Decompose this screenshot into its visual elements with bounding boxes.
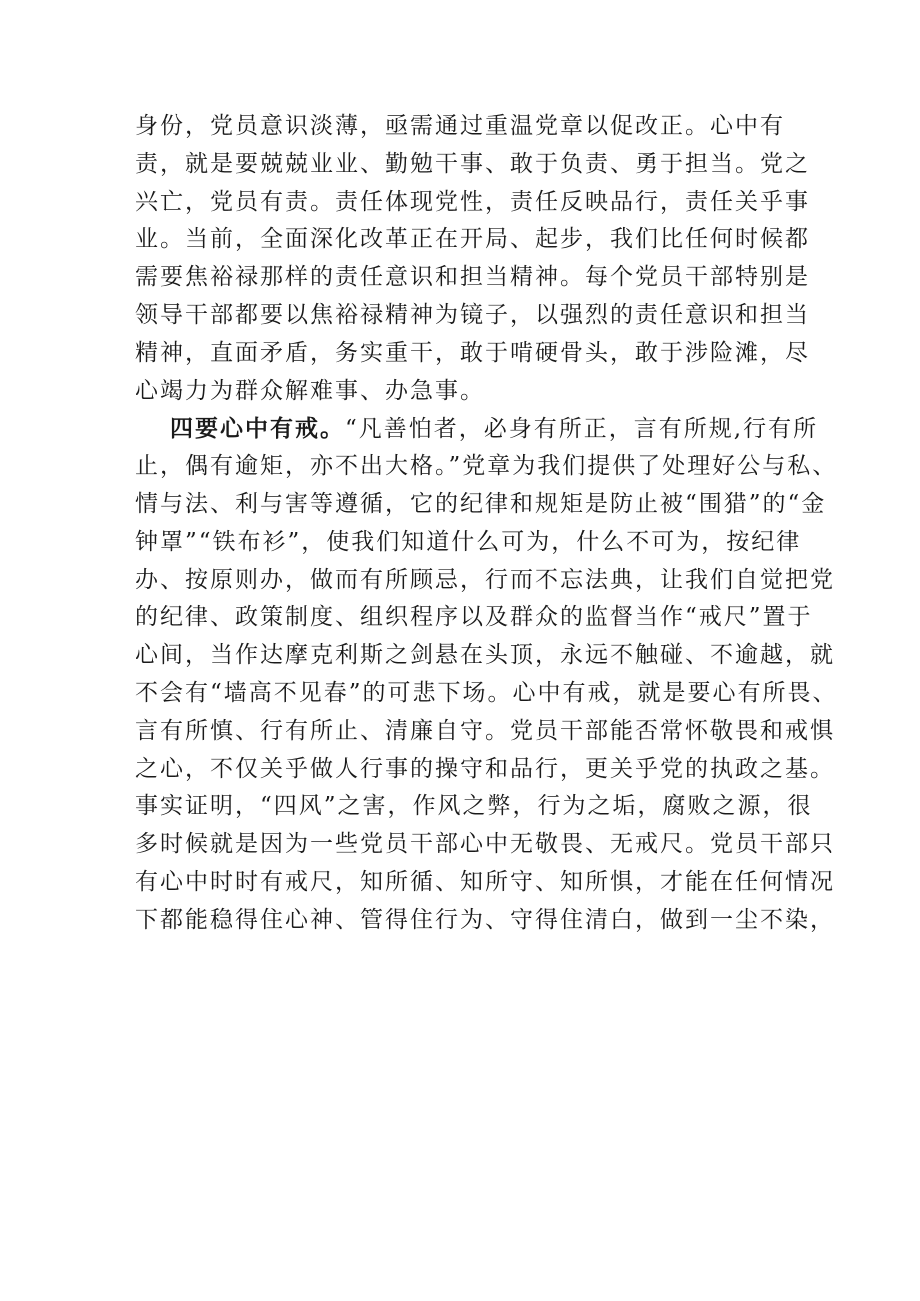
text-line: 事实证明，“四风”之害，作风之弊，行为之垢，腐败之源，很: [135, 793, 813, 820]
document-body: [135, 108, 838, 940]
text-line: 情与法、利与害等遵循，它的纪律和规矩是防止被“围猎”的“金: [135, 490, 827, 517]
text-span: “凡善怕者，必身有所正，言有所规,行有所: [345, 416, 819, 443]
paragraph-first-line: [135, 410, 835, 448]
text-line: 责，就是要兢兢业业、勤勉干事、敢于负责、勇于担当。党之: [135, 150, 810, 177]
text-line: 下都能稳得住心神、管得住行为、守得住清白，做到一尘不染，: [135, 906, 835, 933]
text-line: 心间，当作达摩克利斯之剑悬在头顶，永远不触碰、不逾越，就: [135, 642, 835, 669]
text-line: 领导干部都要以焦裕禄精神为镜子，以强烈的责任意识和担当: [135, 301, 810, 328]
text-line: 止，偶有逾矩，亦不出大格。”党章为我们提供了处理好公与私、: [135, 453, 838, 480]
text-line: 之心，不仅关乎做人行事的操守和品行，更关乎党的执政之基。: [135, 755, 835, 782]
text-line: 不会有“墙高不见春”的可悲下场。心中有戒，就是要心有所畏、: [135, 679, 838, 706]
text-line: 有心中时时有戒尺，知所循、知所守、知所惧，才能在任何情况: [135, 868, 835, 895]
text-line: 多时候就是因为一些党员干部心中无敬畏、无戒尺。党员干部只: [135, 831, 835, 858]
text-line: 言有所慎、行有所止、清廉自守。党员干部能否常怀敬畏和戒惧: [135, 717, 835, 744]
text-line: 身份，党员意识淡薄，亟需通过重温党章以促改正。心中有: [135, 113, 785, 139]
text-line: 需要焦裕禄那样的责任意识和担当精神。每个党员干部特别是: [135, 264, 810, 291]
text-line: 的纪律、政策制度、组织程序以及群众的监督当作“戒尺”置于: [135, 604, 813, 631]
text-line: 业。当前，全面深化改革正在开局、起步，我们比任何时候都: [135, 226, 810, 253]
text-line: 钟罩”“铁布衫”，使我们知道什么可为，什么不可为，按纪律: [135, 528, 802, 555]
text-line: 精神，直面矛盾，务实重干，敢于啃硬骨头，敢于涉险滩，尽: [135, 339, 810, 366]
text-line: 办、按原则办，做而有所顾忌，行而不忘法典，让我们自觉把党: [135, 566, 835, 593]
text-line: 心竭力为群众解难事、办急事。: [135, 377, 485, 404]
text-line: 兴亡，党员有责。责任体现党性，责任反映品行，责任关乎事: [135, 188, 810, 215]
section-heading: 四要心中有戒。: [170, 415, 345, 443]
